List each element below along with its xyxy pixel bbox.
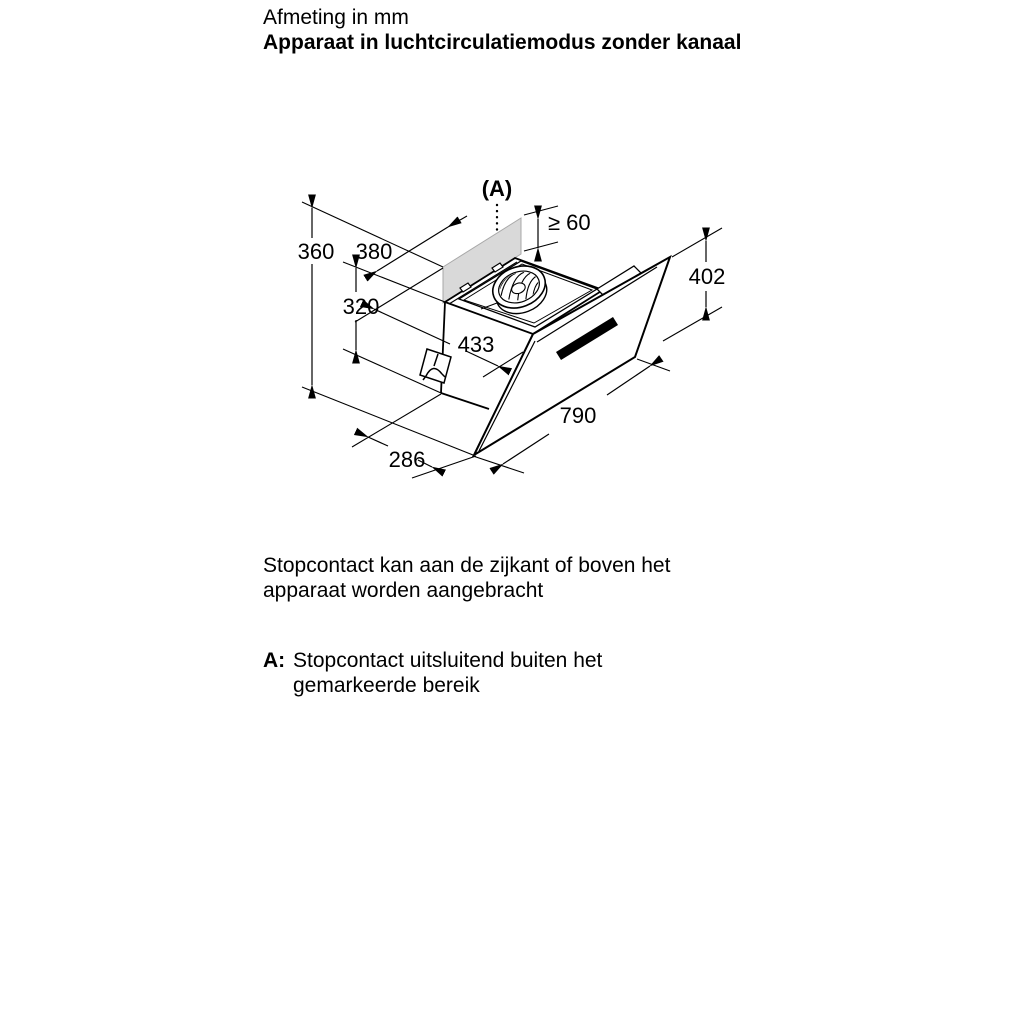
- dim-286: 286: [388, 447, 426, 472]
- dim-320: 320: [342, 294, 380, 319]
- dimension-unit-note: Afmeting in mm: [263, 6, 409, 29]
- socket-placement-note: Stopcontact kan aan de zijkant of boven het apparaat worden aangebracht: [263, 554, 671, 602]
- dim-clearance-60: ≥ 60: [548, 210, 591, 235]
- power-socket-icon: [420, 349, 451, 383]
- dim-380: 380: [355, 239, 393, 264]
- dim-790: 790: [559, 403, 597, 428]
- dim-360: 360: [297, 239, 335, 264]
- dim-433: 433: [457, 332, 495, 357]
- note-a-label: A:: [263, 649, 286, 672]
- page-title: Apparaat in luchtcirculatiemodus zonder kanaal: [263, 31, 742, 54]
- dim-402: 402: [688, 264, 726, 289]
- hood-bottom-edge: [441, 393, 489, 409]
- note-a-text: Stopcontact uitsluitend buiten het gemarkeerde bereik: [293, 649, 603, 697]
- marked-area-label: (A): [481, 176, 513, 201]
- note-a: [263, 648, 653, 698]
